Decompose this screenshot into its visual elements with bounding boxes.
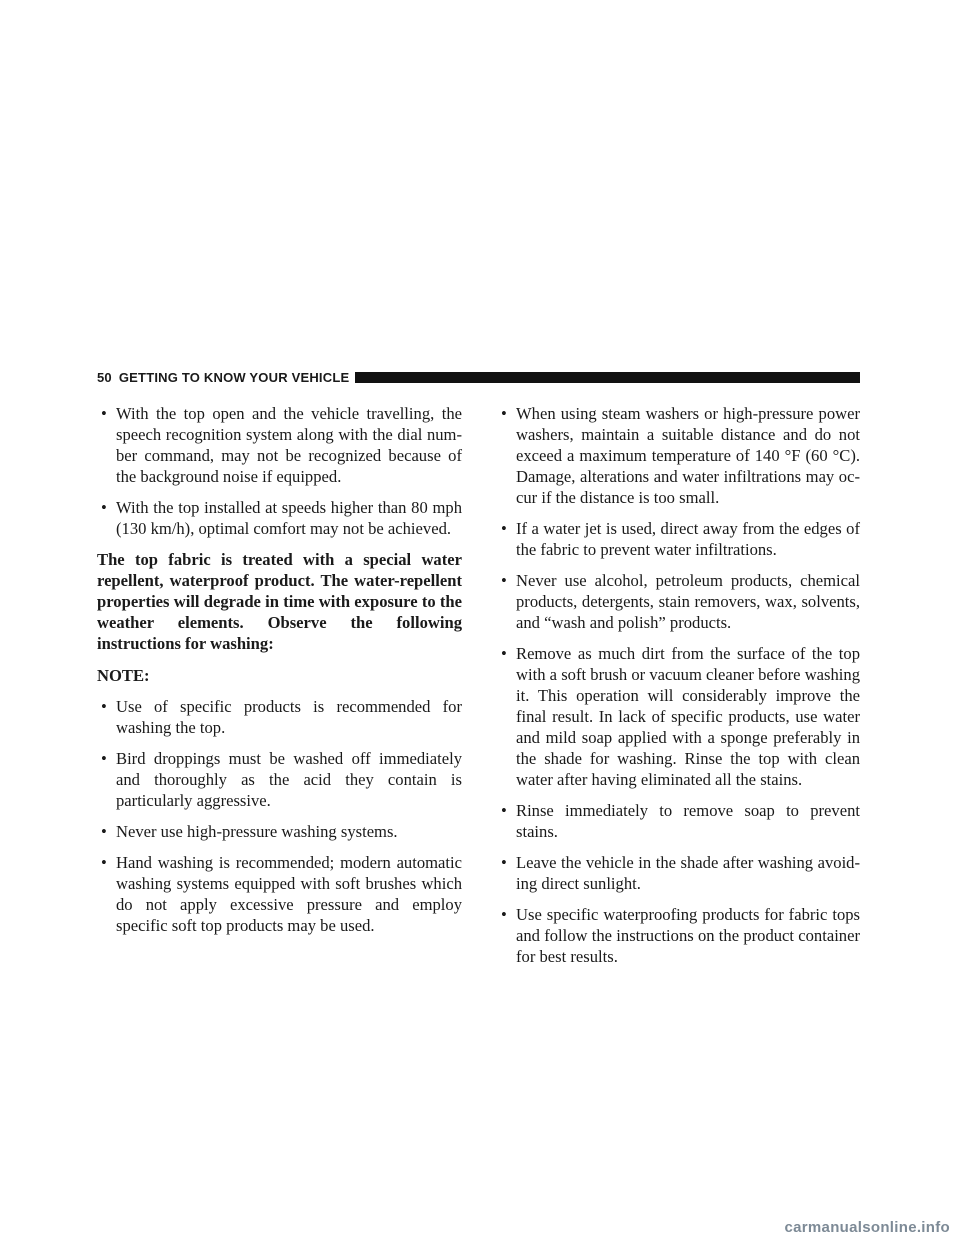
list-item-text: Use specific waterproofing products for fabric tops and follow the instructions on the product container for best results. bbox=[516, 905, 860, 966]
bullet-icon: • bbox=[101, 749, 107, 768]
bullet-icon: • bbox=[101, 822, 107, 841]
list-item bbox=[497, 570, 860, 633]
list-item-text: Remove as much dirt from the surface of the top with a soft brush or vacuum cleaner before washing it. This operation will considerably improve the final result. In lack of specific products, use water and mild soap applied with a sponge preferably in the shade for washing. Rinse the top with clean water after having eliminated all the stains. bbox=[516, 644, 860, 789]
list-item bbox=[497, 800, 860, 842]
list-item-text: Never use high-pressure washing systems. bbox=[116, 822, 398, 841]
list-item bbox=[497, 403, 860, 508]
list-item-text: Leave the vehicle in the shade after washing avoid-ing direct sunlight. bbox=[516, 853, 860, 893]
washing-instructions-paragraph: The top fabric is treated with a special water repellent, waterproof product. The water-repellent properties will degrade in time with exposure to the weather elements. Observe the following instructions for washing: bbox=[97, 550, 462, 653]
list-item-text: Hand washing is recommended; modern automatic washing systems equipped with soft brushes which do not apply excessive pressure and employ specific soft top products may be used. bbox=[116, 853, 462, 935]
list-item-text: With the top open and the vehicle travelling, the speech recognition system along with the dial num-ber command, may not be recognized because of the background noise if equipped. bbox=[116, 404, 462, 486]
bullet-icon: • bbox=[501, 519, 507, 538]
bullet-icon: • bbox=[101, 697, 107, 716]
list-item bbox=[97, 821, 462, 842]
list-item-text: When using steam washers or high-pressure power washers, maintain a suitable distance and do not exceed a maximum temperature of 140 °F (60 °C). Damage, alterations and water infiltrations may oc-cur if the distance is too small. bbox=[516, 404, 860, 507]
list-item bbox=[97, 497, 462, 539]
list-item bbox=[497, 518, 860, 560]
list-item bbox=[97, 852, 462, 936]
list-item-text: Use of specific products is recommended for washing the top. bbox=[116, 697, 462, 737]
bullet-icon: • bbox=[501, 571, 507, 590]
list-item bbox=[97, 748, 462, 811]
list-item-text: With the top installed at speeds higher than 80 mph (130 km/h), optimal comfort may not be achieved. bbox=[116, 498, 462, 538]
bullet-icon: • bbox=[501, 853, 507, 872]
bullet-icon: • bbox=[101, 853, 107, 872]
bullet-icon: • bbox=[101, 404, 107, 423]
list-item bbox=[497, 904, 860, 967]
note-label: NOTE: bbox=[97, 666, 150, 685]
bullet-icon: • bbox=[101, 498, 107, 517]
header-rule bbox=[355, 372, 860, 383]
list-item-text: If a water jet is used, direct away from the edges of the fabric to prevent water infiltrations. bbox=[516, 519, 860, 559]
list-item bbox=[97, 403, 462, 487]
right-column bbox=[497, 403, 860, 977]
list-item bbox=[497, 852, 860, 894]
list-item-text: Never use alcohol, petroleum products, chemical products, detergents, stain removers, wax, solvents, and “wash and polish” products. bbox=[516, 571, 860, 632]
list-item-text: Rinse immediately to remove soap to prevent stains. bbox=[516, 801, 860, 841]
site-watermark: carmanualsonline.info bbox=[784, 1219, 950, 1236]
bullet-icon: • bbox=[501, 801, 507, 820]
left-column bbox=[97, 403, 462, 946]
section-title: GETTING TO KNOW YOUR VEHICLE bbox=[118, 369, 350, 385]
list-item-text: Bird droppings must be washed off immediately and thoroughly as the acid they contain is particularly aggressive. bbox=[116, 749, 462, 810]
bullet-icon: • bbox=[501, 644, 507, 663]
page-header bbox=[97, 367, 860, 387]
bullet-icon: • bbox=[501, 404, 507, 423]
list-item bbox=[97, 696, 462, 738]
list-item bbox=[497, 643, 860, 790]
page-number: 50 bbox=[97, 369, 112, 385]
bullet-icon: • bbox=[501, 905, 507, 924]
